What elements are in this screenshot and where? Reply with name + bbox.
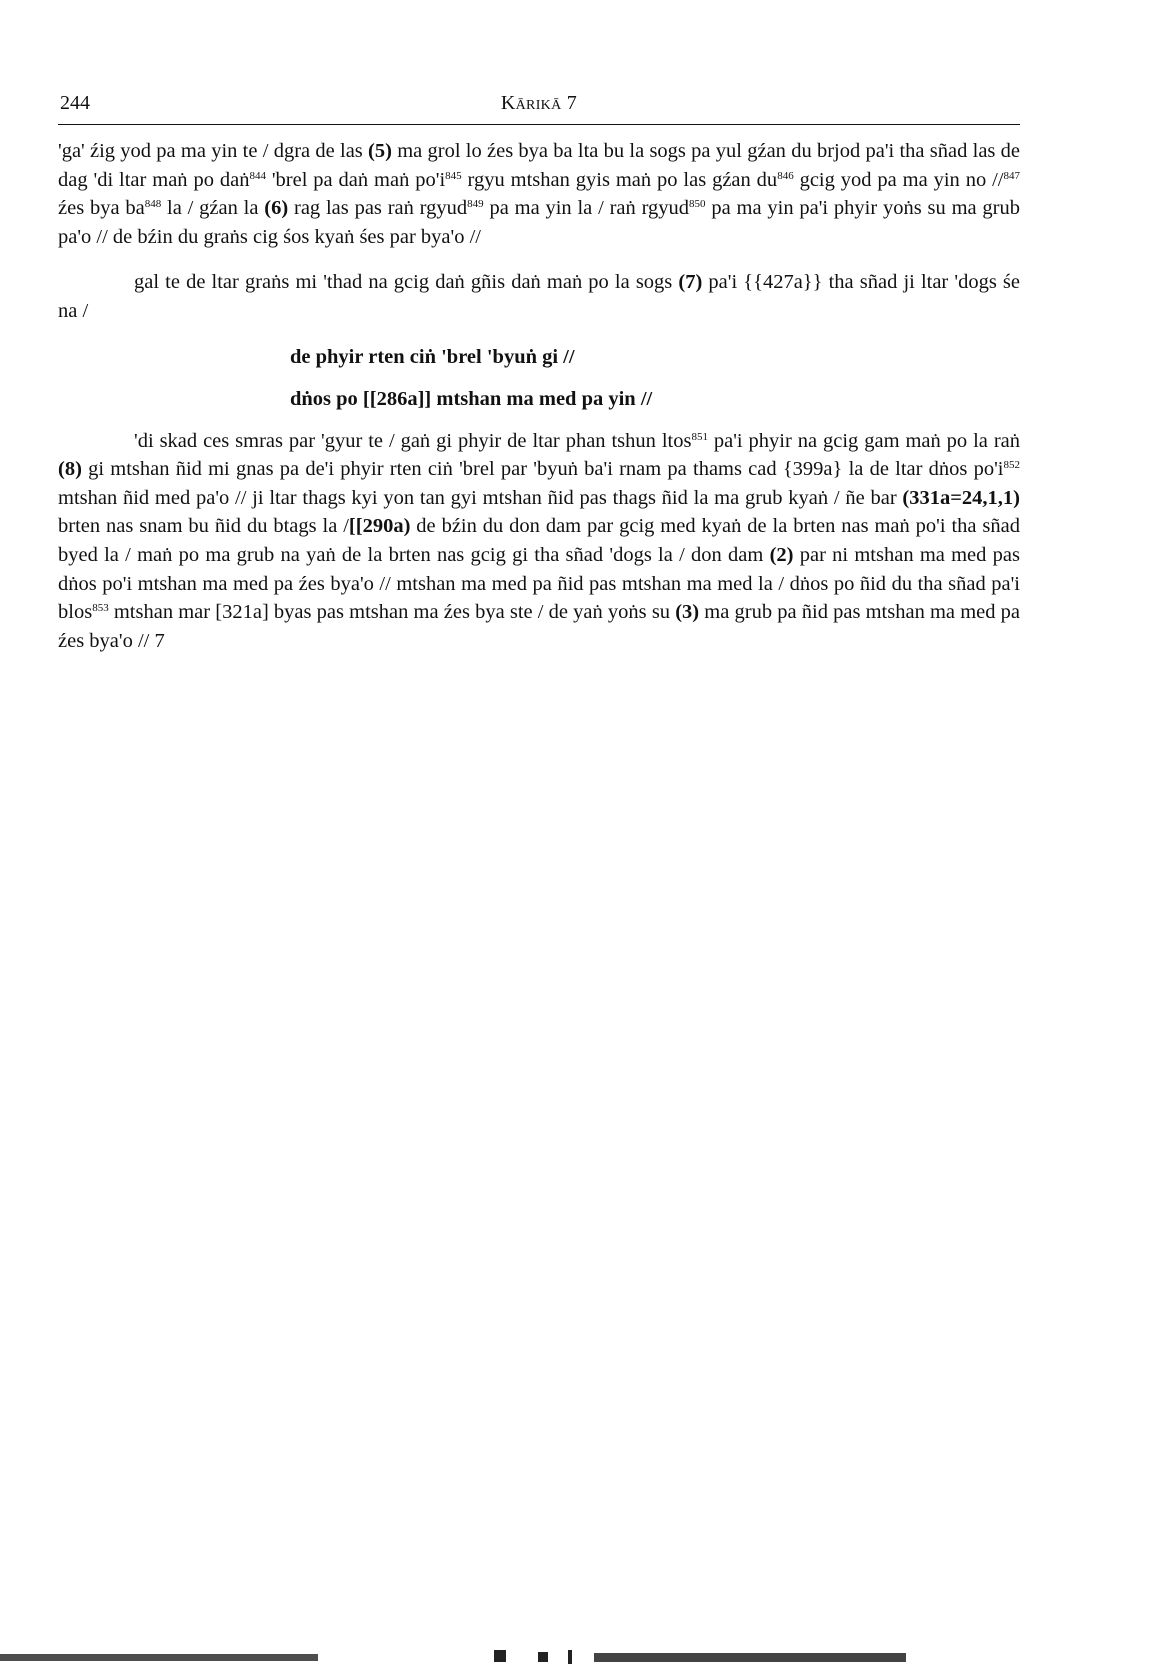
running-title: Kārikā 7	[500, 92, 578, 114]
footnote-ref: 844	[249, 169, 266, 182]
scan-bar	[538, 1652, 548, 1662]
paragraph-3: 'di skad ces smras par 'gyur te / gaṅ gi phyir de ltar phan tshun ltos$^{851}$ pa'i phyir na gcig gam maṅ po la raṅ (8) gi mtshan ñid mi gnas pa de'i phyir rten ciṅ 'brel par 'byuṅ ba'i rnam pa thams cad {399a} la de ltar dṅos $po'i^{852}$ mtshan ñid med pa'o // ji ltar thags kyi yon tan gyi mtshan ñid pas thags ñid la ma grub kyaṅ / ñe bar (331a=24,1,1) brten nas snam bu ñid du btags la /[[290a) de bźin du don dam par gcig med kyaṅ de la brten nas maṅ po'i tha sñad byed la / maṅ po ma grub na yaṅ de la brten nas gcig gi tha sñad 'dogs la / don dam (2) par ni mtshan ma med pas dṅos po'i mtshan ma med pa źes bya'o // mtshan ma med pa ñid pas mtshan ma med la / dṅos po ñid du tha sñad pa'i blos$^{853}$ mtshan mar [321a] byas pas mtshan ma źes bya ste / de yaṅ yoṅs su (3) ma grub pa ñid pas mtshan ma med pa źes bya'o // 7	[58, 429, 1020, 652]
paragraph-2: gal te de ltar graṅs mi 'thad na gcig daṅ gñis daṅ maṅ po la sogs (7) pa'i {{427a}} tha sñad ji ltar 'dogs śe na /	[58, 271, 1020, 322]
document-page	[58, 88, 1020, 672]
footnote-ref: 851	[691, 430, 708, 443]
scan-artifact-bars	[0, 1650, 1163, 1665]
scan-bar	[594, 1653, 906, 1662]
footnote-ref: 845	[445, 169, 462, 182]
verse-line-2: dṅos po [[286a]] mtshan ma med pa yin //	[290, 387, 653, 410]
scan-bar	[494, 1650, 506, 1662]
scan-bar	[568, 1650, 572, 1664]
footnote-ref: 848	[144, 198, 162, 211]
footnote-ref: 849	[467, 198, 484, 211]
footnote-ref: 853	[92, 602, 109, 615]
body-text	[58, 137, 1020, 655]
footnote-ref: 846	[777, 169, 794, 182]
footnote-ref: 850	[689, 198, 706, 211]
scan-bar	[0, 1654, 318, 1661]
footnote-ref: 847	[1003, 169, 1020, 182]
footnote-ref: 852	[1003, 459, 1020, 472]
verse-line-1: de phyir rten ciṅ 'brel 'byuṅ gi //	[290, 345, 575, 368]
page-number: 244	[60, 92, 90, 114]
page-header	[58, 88, 1020, 125]
paragraph-1: 'ga' źig yod pa ma yin te / dgra de las (5) ma grol lo źes bya ba lta bu la sogs pa yul gźan du brjod pa'i tha sñad las de dag 'di ltar maṅ po daṅ$^{844}$ 'brel pa daṅ maṅ $po'i^{845}$ rgyu mtshan gyis maṅ po las gźan $du^{846}$ gcig yod pa ma yin no //$^{847}$ źes bya $ba^{848}$ la / gźan la (6) rag las pas raṅ rgyud$^{849}$ pa ma yin la / raṅ rgyud$^{850}$ pa ma yin pa'i phyir yoṅs su ma grub pa'o // de bźin du graṅs cig śos kyaṅ śes par bya'o //	[58, 140, 1021, 248]
